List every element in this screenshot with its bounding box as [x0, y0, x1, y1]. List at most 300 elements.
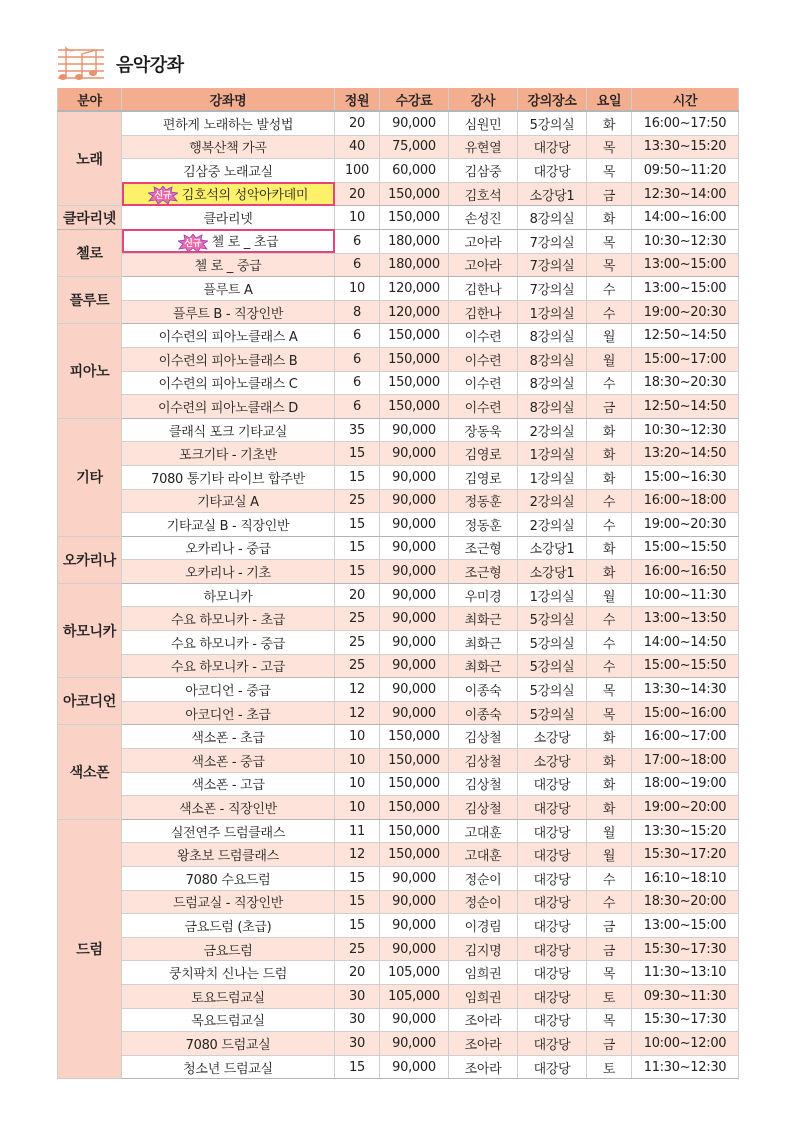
day-cell: 화 [587, 772, 632, 796]
course-name-cell: 색소폰 - 초급 [122, 725, 335, 749]
table-row [58, 819, 739, 843]
fee-cell: 90,000 [380, 937, 449, 961]
room-cell: 대강당 [518, 796, 587, 820]
teacher-cell: 정동훈 [449, 513, 518, 537]
capacity-cell: 15 [335, 890, 380, 914]
room-cell: 대강당 [518, 984, 587, 1008]
room-cell: 대강당 [518, 159, 587, 183]
table-row [58, 465, 739, 489]
time-cell: 13:00~15:00 [632, 914, 739, 938]
room-cell: 5강의실 [518, 631, 587, 655]
fee-cell: 150,000 [380, 182, 449, 206]
table-row [58, 1008, 739, 1032]
time-cell: 15:30~17:30 [632, 937, 739, 961]
fee-cell: 90,000 [380, 442, 449, 466]
capacity-cell: 25 [335, 607, 380, 631]
table-row [58, 135, 739, 159]
course-name-cell: 이수련의 피아노클래스 D [122, 395, 335, 419]
fee-cell: 90,000 [380, 489, 449, 513]
time-cell: 13:20~14:50 [632, 442, 739, 466]
day-cell: 수 [587, 631, 632, 655]
room-cell: 소강당 [518, 725, 587, 749]
day-cell: 수 [587, 371, 632, 395]
room-cell: 1강의실 [518, 442, 587, 466]
day-cell: 수 [587, 654, 632, 678]
course-name-cell: 김삼중 노래교실 [122, 159, 335, 183]
capacity-cell: 6 [335, 347, 380, 371]
course-name-cell: 첼 로 _ 중급 [122, 253, 335, 277]
room-cell: 2강의실 [518, 489, 587, 513]
capacity-cell: 6 [335, 371, 380, 395]
room-cell: 5강의실 [518, 701, 587, 725]
time-cell: 13:30~15:20 [632, 135, 739, 159]
time-cell: 13:30~15:20 [632, 819, 739, 843]
course-name-cell [122, 182, 335, 206]
fee-cell: 150,000 [380, 395, 449, 419]
fee-cell: 90,000 [380, 418, 449, 442]
capacity-cell: 6 [335, 229, 380, 253]
time-cell: 12:30~14:00 [632, 182, 739, 206]
teacher-cell: 고대훈 [449, 819, 518, 843]
fee-cell: 90,000 [380, 607, 449, 631]
teacher-cell: 김상철 [449, 772, 518, 796]
header-teacher: 강사 [449, 88, 518, 111]
category-cell: 클라리넷 [58, 206, 122, 230]
capacity-cell: 25 [335, 631, 380, 655]
time-cell: 10:30~12:30 [632, 418, 739, 442]
room-cell: 대강당 [518, 937, 587, 961]
time-cell: 16:10~18:10 [632, 867, 739, 891]
time-cell: 13:00~15:00 [632, 253, 739, 277]
teacher-cell: 이종숙 [449, 678, 518, 702]
capacity-cell: 10 [335, 725, 380, 749]
time-cell: 19:00~20:00 [632, 796, 739, 820]
time-cell: 16:00~18:00 [632, 489, 739, 513]
time-cell: 13:30~14:30 [632, 678, 739, 702]
fee-cell: 150,000 [380, 843, 449, 867]
room-cell: 소강당1 [518, 560, 587, 584]
fee-cell: 90,000 [380, 583, 449, 607]
teacher-cell: 김삼중 [449, 159, 518, 183]
fee-cell: 120,000 [380, 300, 449, 324]
capacity-cell: 10 [335, 772, 380, 796]
time-cell: 14:00~16:00 [632, 206, 739, 230]
room-cell: 5강의실 [518, 607, 587, 631]
course-name-cell: 수요 하모니카 - 고급 [122, 654, 335, 678]
course-name-cell: 드럼교실 - 직장인반 [122, 890, 335, 914]
course-name-cell: 쿵치팍치 신나는 드럼 [122, 961, 335, 985]
capacity-cell: 25 [335, 654, 380, 678]
room-cell: 대강당 [518, 890, 587, 914]
day-cell: 금 [587, 395, 632, 419]
capacity-cell: 20 [335, 182, 380, 206]
time-cell: 12:50~14:50 [632, 395, 739, 419]
day-cell: 화 [587, 796, 632, 820]
table-row [58, 253, 739, 277]
teacher-cell: 이종숙 [449, 701, 518, 725]
fee-cell: 90,000 [380, 1055, 449, 1079]
table-row [58, 631, 739, 655]
fee-cell: 90,000 [380, 465, 449, 489]
room-cell: 8강의실 [518, 371, 587, 395]
course-name-cell: 포크기타 - 기초반 [122, 442, 335, 466]
day-cell: 목 [587, 229, 632, 253]
new-badge-label: 신규 [184, 238, 202, 249]
capacity-cell: 15 [335, 914, 380, 938]
capacity-cell: 20 [335, 961, 380, 985]
music-course-table [57, 88, 739, 1079]
table-header-row [58, 88, 739, 111]
capacity-cell: 30 [335, 1032, 380, 1056]
page-title: 음악강좌 [116, 55, 184, 76]
teacher-cell: 이경림 [449, 914, 518, 938]
header-category: 분야 [58, 88, 122, 111]
room-cell: 2강의실 [518, 513, 587, 537]
teacher-cell: 김상철 [449, 796, 518, 820]
room-cell: 소강당 [518, 749, 587, 773]
day-cell: 화 [587, 418, 632, 442]
course-name-cell: 기타교실 A [122, 489, 335, 513]
fee-cell: 90,000 [380, 513, 449, 537]
time-cell: 16:00~17:00 [632, 725, 739, 749]
time-cell: 18:30~20:30 [632, 371, 739, 395]
day-cell: 금 [587, 182, 632, 206]
day-cell: 화 [587, 111, 632, 135]
course-name-cell: 행복산책 가곡 [122, 135, 335, 159]
course-name-cell: 금요드럼 [122, 937, 335, 961]
table-row [58, 961, 739, 985]
capacity-cell: 15 [335, 536, 380, 560]
day-cell: 화 [587, 465, 632, 489]
course-name-cell: 오카리나 - 기초 [122, 560, 335, 584]
music-notes-icon [56, 44, 106, 84]
course-name-text: 첼 로 _ 초급 [211, 235, 279, 251]
teacher-cell: 최화근 [449, 607, 518, 631]
teacher-cell: 김영로 [449, 442, 518, 466]
time-cell: 13:00~13:50 [632, 607, 739, 631]
fee-cell: 90,000 [380, 111, 449, 135]
table-row [58, 867, 739, 891]
teacher-cell: 임희권 [449, 984, 518, 1008]
teacher-cell: 정순이 [449, 890, 518, 914]
teacher-cell: 고아라 [449, 229, 518, 253]
course-name-cell: 이수련의 피아노클래스 B [122, 347, 335, 371]
capacity-cell: 25 [335, 489, 380, 513]
fee-cell: 90,000 [380, 701, 449, 725]
table-row [58, 796, 739, 820]
day-cell: 토 [587, 1055, 632, 1079]
table-row [58, 701, 739, 725]
capacity-cell: 10 [335, 796, 380, 820]
capacity-cell: 25 [335, 937, 380, 961]
category-cell: 아코디언 [58, 678, 122, 725]
course-name-cell: 플루트 B - 직장인반 [122, 300, 335, 324]
time-cell: 15:30~17:30 [632, 1008, 739, 1032]
table-row [58, 843, 739, 867]
teacher-cell: 유현열 [449, 135, 518, 159]
day-cell: 목 [587, 253, 632, 277]
capacity-cell: 10 [335, 749, 380, 773]
fee-cell: 90,000 [380, 1008, 449, 1032]
room-cell: 대강당 [518, 1055, 587, 1079]
room-cell: 1강의실 [518, 465, 587, 489]
teacher-cell: 정동훈 [449, 489, 518, 513]
fee-cell: 150,000 [380, 772, 449, 796]
capacity-cell: 6 [335, 324, 380, 348]
course-name-cell: 색소폰 - 직장인반 [122, 796, 335, 820]
teacher-cell: 이수련 [449, 371, 518, 395]
capacity-cell: 15 [335, 867, 380, 891]
table-row [58, 1055, 739, 1079]
table-row [58, 182, 739, 206]
time-cell: 15:00~16:00 [632, 701, 739, 725]
teacher-cell: 조아라 [449, 1055, 518, 1079]
day-cell: 수 [587, 867, 632, 891]
day-cell: 화 [587, 725, 632, 749]
table-row [58, 489, 739, 513]
fee-cell: 90,000 [380, 678, 449, 702]
new-badge-icon [148, 186, 178, 204]
fee-cell: 75,000 [380, 135, 449, 159]
table-row [58, 654, 739, 678]
room-cell: 5강의실 [518, 111, 587, 135]
course-name-cell: 금요드럼 (초급) [122, 914, 335, 938]
capacity-cell: 15 [335, 560, 380, 584]
course-name-cell: 7080 드럼교실 [122, 1032, 335, 1056]
teacher-cell: 김한나 [449, 300, 518, 324]
teacher-cell: 고아라 [449, 253, 518, 277]
teacher-cell: 임희권 [449, 961, 518, 985]
course-name-cell: 편하게 노래하는 발성법 [122, 111, 335, 135]
category-cell: 오카리나 [58, 536, 122, 583]
table-row [58, 395, 739, 419]
course-name-cell: 청소년 드럼교실 [122, 1055, 335, 1079]
course-name-cell: 수요 하모니카 - 중급 [122, 631, 335, 655]
category-cell: 플루트 [58, 277, 122, 324]
course-name-cell: 기타교실 B - 직장인반 [122, 513, 335, 537]
time-cell: 19:00~20:30 [632, 513, 739, 537]
time-cell: 16:00~16:50 [632, 560, 739, 584]
room-cell: 8강의실 [518, 395, 587, 419]
time-cell: 12:50~14:50 [632, 324, 739, 348]
table-row [58, 111, 739, 135]
teacher-cell: 김한나 [449, 277, 518, 301]
day-cell: 월 [587, 324, 632, 348]
category-cell: 기타 [58, 418, 122, 536]
room-cell: 대강당 [518, 867, 587, 891]
day-cell: 목 [587, 159, 632, 183]
category-cell: 노래 [58, 111, 122, 206]
fee-cell: 150,000 [380, 725, 449, 749]
capacity-cell: 30 [335, 1008, 380, 1032]
day-cell: 수 [587, 300, 632, 324]
category-cell: 색소폰 [58, 725, 122, 819]
teacher-cell: 이수련 [449, 324, 518, 348]
course-name-cell: 수요 하모니카 - 초급 [122, 607, 335, 631]
fee-cell: 150,000 [380, 324, 449, 348]
table-row [58, 678, 739, 702]
table-row [58, 749, 739, 773]
fee-cell: 90,000 [380, 1032, 449, 1056]
fee-cell: 150,000 [380, 796, 449, 820]
day-cell: 목 [587, 961, 632, 985]
teacher-cell: 조아라 [449, 1008, 518, 1032]
fee-cell: 90,000 [380, 867, 449, 891]
fee-cell: 150,000 [380, 371, 449, 395]
capacity-cell: 6 [335, 395, 380, 419]
day-cell: 화 [587, 749, 632, 773]
course-name-text: 김호석의 성악아카데미 [181, 187, 309, 203]
teacher-cell: 최화근 [449, 631, 518, 655]
day-cell: 금 [587, 937, 632, 961]
table-row [58, 347, 739, 371]
page-header [56, 44, 184, 84]
capacity-cell: 12 [335, 843, 380, 867]
teacher-cell: 최화근 [449, 654, 518, 678]
category-cell: 드럼 [58, 819, 122, 1079]
time-cell: 09:30~11:30 [632, 984, 739, 1008]
day-cell: 수 [587, 513, 632, 537]
course-name-cell: 클래식 포크 기타교실 [122, 418, 335, 442]
capacity-cell: 10 [335, 277, 380, 301]
table-row [58, 772, 739, 796]
table-row [58, 159, 739, 183]
time-cell: 14:00~14:50 [632, 631, 739, 655]
capacity-cell: 11 [335, 819, 380, 843]
room-cell: 대강당 [518, 135, 587, 159]
fee-cell: 105,000 [380, 984, 449, 1008]
course-name-cell: 플루트 A [122, 277, 335, 301]
time-cell: 13:00~15:00 [632, 277, 739, 301]
time-cell: 11:30~12:30 [632, 1055, 739, 1079]
room-cell: 7강의실 [518, 253, 587, 277]
capacity-cell: 100 [335, 159, 380, 183]
time-cell: 18:00~19:00 [632, 772, 739, 796]
capacity-cell: 35 [335, 418, 380, 442]
capacity-cell: 15 [335, 513, 380, 537]
day-cell: 화 [587, 560, 632, 584]
capacity-cell: 30 [335, 984, 380, 1008]
time-cell: 10:00~11:30 [632, 583, 739, 607]
table-row [58, 300, 739, 324]
room-cell: 7강의실 [518, 229, 587, 253]
course-name-cell: 왕초보 드럼클래스 [122, 843, 335, 867]
time-cell: 15:00~16:30 [632, 465, 739, 489]
course-name-cell: 목요드럼교실 [122, 1008, 335, 1032]
room-cell: 2강의실 [518, 418, 587, 442]
teacher-cell: 장동욱 [449, 418, 518, 442]
room-cell: 대강당 [518, 961, 587, 985]
course-name-cell: 하모니카 [122, 583, 335, 607]
teacher-cell: 김지명 [449, 937, 518, 961]
fee-cell: 150,000 [380, 749, 449, 773]
table-row [58, 536, 739, 560]
course-name-cell: 토요드럼교실 [122, 984, 335, 1008]
table-row [58, 914, 739, 938]
room-cell: 대강당 [518, 772, 587, 796]
table-row [58, 560, 739, 584]
room-cell: 대강당 [518, 1032, 587, 1056]
course-name-cell: 아코디언 - 초급 [122, 701, 335, 725]
header-fee: 수강료 [380, 88, 449, 111]
new-badge-icon [178, 234, 208, 252]
teacher-cell: 김영로 [449, 465, 518, 489]
capacity-cell: 8 [335, 300, 380, 324]
time-cell: 17:00~18:00 [632, 749, 739, 773]
teacher-cell: 조근형 [449, 536, 518, 560]
course-name-cell: 이수련의 피아노클래스 C [122, 371, 335, 395]
day-cell: 목 [587, 701, 632, 725]
fee-cell: 180,000 [380, 253, 449, 277]
time-cell: 15:00~17:00 [632, 347, 739, 371]
time-cell: 16:00~17:50 [632, 111, 739, 135]
table-row [58, 229, 739, 253]
day-cell: 목 [587, 678, 632, 702]
day-cell: 월 [587, 819, 632, 843]
time-cell: 10:30~12:30 [632, 229, 739, 253]
day-cell: 화 [587, 536, 632, 560]
day-cell: 월 [587, 347, 632, 371]
time-cell: 15:30~17:20 [632, 843, 739, 867]
fee-cell: 90,000 [380, 631, 449, 655]
fee-cell: 105,000 [380, 961, 449, 985]
room-cell: 대강당 [518, 914, 587, 938]
day-cell: 수 [587, 607, 632, 631]
room-cell: 5강의실 [518, 678, 587, 702]
fee-cell: 150,000 [380, 206, 449, 230]
capacity-cell: 20 [335, 583, 380, 607]
capacity-cell: 6 [335, 253, 380, 277]
new-badge-label: 신규 [154, 191, 172, 202]
room-cell: 소강당1 [518, 182, 587, 206]
time-cell: 19:00~20:30 [632, 300, 739, 324]
table-row [58, 277, 739, 301]
teacher-cell: 조아라 [449, 1032, 518, 1056]
room-cell: 1강의실 [518, 300, 587, 324]
time-cell: 18:30~20:00 [632, 890, 739, 914]
header-day: 요일 [587, 88, 632, 111]
course-name-cell: 아코디언 - 중급 [122, 678, 335, 702]
category-cell: 첼로 [58, 229, 122, 276]
day-cell: 월 [587, 843, 632, 867]
day-cell: 화 [587, 206, 632, 230]
course-name-cell: 오카리나 - 중급 [122, 536, 335, 560]
teacher-cell: 심원민 [449, 111, 518, 135]
room-cell: 7강의실 [518, 277, 587, 301]
room-cell: 소강당1 [518, 536, 587, 560]
capacity-cell: 10 [335, 206, 380, 230]
header-capacity: 정원 [335, 88, 380, 111]
time-cell: 15:00~15:50 [632, 654, 739, 678]
room-cell: 대강당 [518, 843, 587, 867]
header-course-name: 강좌명 [122, 88, 335, 111]
day-cell: 수 [587, 489, 632, 513]
teacher-cell: 조근형 [449, 560, 518, 584]
teacher-cell: 이수련 [449, 395, 518, 419]
teacher-cell: 고대훈 [449, 843, 518, 867]
table-row [58, 371, 739, 395]
table-row [58, 937, 739, 961]
category-cell: 하모니카 [58, 583, 122, 677]
capacity-cell: 12 [335, 701, 380, 725]
capacity-cell: 15 [335, 1055, 380, 1079]
fee-cell: 120,000 [380, 277, 449, 301]
room-cell: 8강의실 [518, 347, 587, 371]
course-name-cell: 7080 수요드럼 [122, 867, 335, 891]
fee-cell: 180,000 [380, 229, 449, 253]
room-cell: 8강의실 [518, 206, 587, 230]
table-row [58, 607, 739, 631]
